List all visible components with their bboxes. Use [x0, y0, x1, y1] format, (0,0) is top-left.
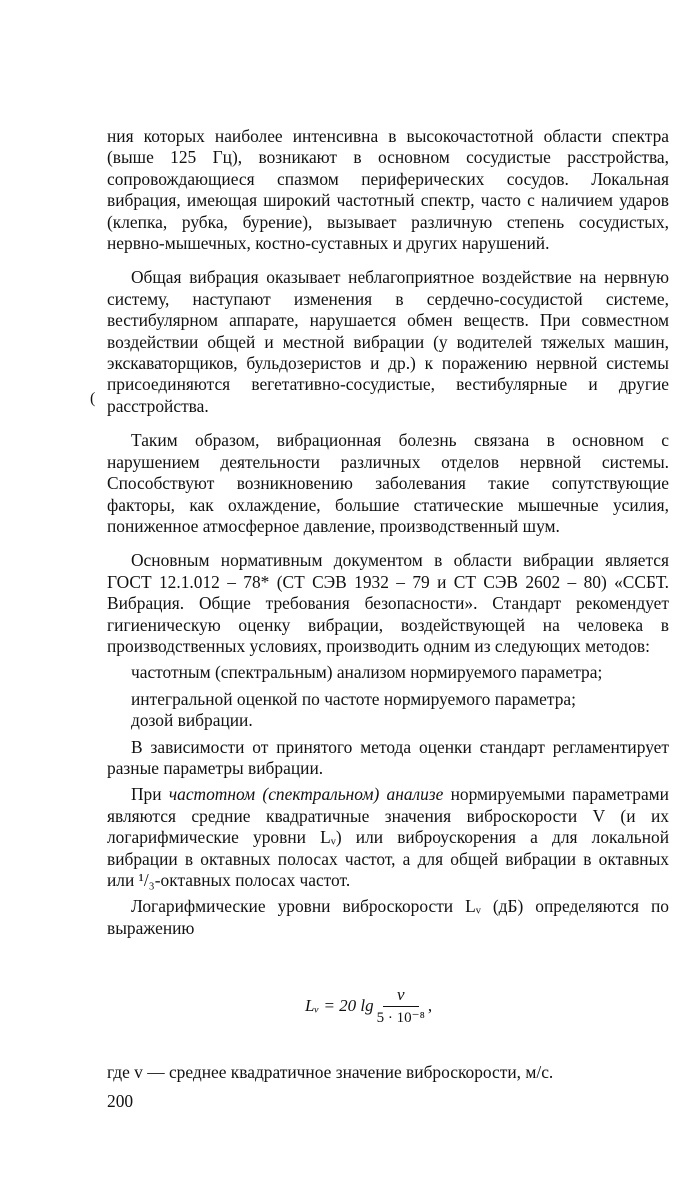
paragraph-5: В зависимости от принятого метода оценки стандарт регламентирует разные параметры вибрации.	[107, 736, 669, 778]
formula-denominator: 5 · 10⁻⁸	[376, 1010, 425, 1026]
page-number: 200	[107, 1091, 134, 1111]
paragraph-6	[107, 784, 669, 891]
paragraph-4: Основным нормативным документом в области вибрации является ГОСТ 12.1.012 – 78* (СТ СЭВ 1932 – 79 и СТ СЭВ 2602 – 80) «ССБТ. Вибрация. Общие требования безопасности». Стандарт рекомендует гигиеническую оценку вибрации, воздействующей на человека в производственных условиях, производить одним из следующих методов:	[107, 550, 669, 656]
formula-lhs: Lᵥ = 20 lg	[305, 996, 374, 1015]
list-item-1: частотным (спектральным) анализом нормируемого параметра;	[131, 662, 603, 683]
paragraph-3: Таким образом, вибрационная болезнь связана в основном с нарушением деятельности различных отделов нервной системы. Способствуют возникновению заболевания такие сопутствующие факторы, как охлаждение, большие статические мышечные усилия, пониженное атмосферное давление, производственный шум.	[107, 430, 669, 536]
paragraph-7: Логарифмические уровни виброскорости Lᵥ (дБ) определяются по выражению	[107, 896, 669, 938]
body-text	[107, 126, 669, 939]
paragraph-6-emphasis: частотном (спектральном) анализе	[168, 784, 444, 805]
where-line: где v — среднее квадратичное значение виброскорости, м/с.	[107, 1062, 554, 1082]
paragraph-1: ния которых наиболее интенсивна в высокочастотной области спектра (выше 125 Гц), возникают в основном сосудистые расстройства, сопровождающиеся спазмом периферических сосудов. Локальная вибрация, имеющая широкий частотный спектр, часто с наличием ударов (клепка, рубка, бурение), вызывает различную степень сосудистых, нервно-мышечных, костно-суставных и других нарушений.	[107, 126, 669, 254]
list-item-3: дозой вибрации.	[131, 710, 253, 731]
formula-trail: ,	[427, 996, 433, 1015]
paragraph-6-start: При	[131, 784, 169, 805]
formula-numerator: v	[383, 985, 419, 1007]
formula-fraction	[377, 985, 425, 1027]
paragraph-2: Общая вибрация оказывает неблагоприятное воздействие на нервную систему, наступают изменения в сердечно-сосудистой системе, вестибулярном аппарате, нарушается обмен веществ. При совместном воздействии общей и местной вибрации (у водителей тяжелых машин, экскаваторщиков, бульдозеристов и др.) к поражению нервной системы присоединяются вегетативно-сосудистые, вестибулярные и другие расстройства.	[107, 267, 669, 416]
list-item-2: интегральной оценкой по частоте нормируемого параметра;	[131, 688, 576, 709]
paragraph-6-end: нормируемыми параметрами являются средние квадратичные значения виброскорости V (и их логарифмические уровни Lᵥ) или виброускорения a для локальной вибрации в октавных полосах частот, а для общей вибрации в октавных или ¹/₃-октавных полосах частот.	[107, 784, 669, 890]
formula	[305, 985, 432, 1027]
margin-mark: (	[90, 390, 96, 407]
